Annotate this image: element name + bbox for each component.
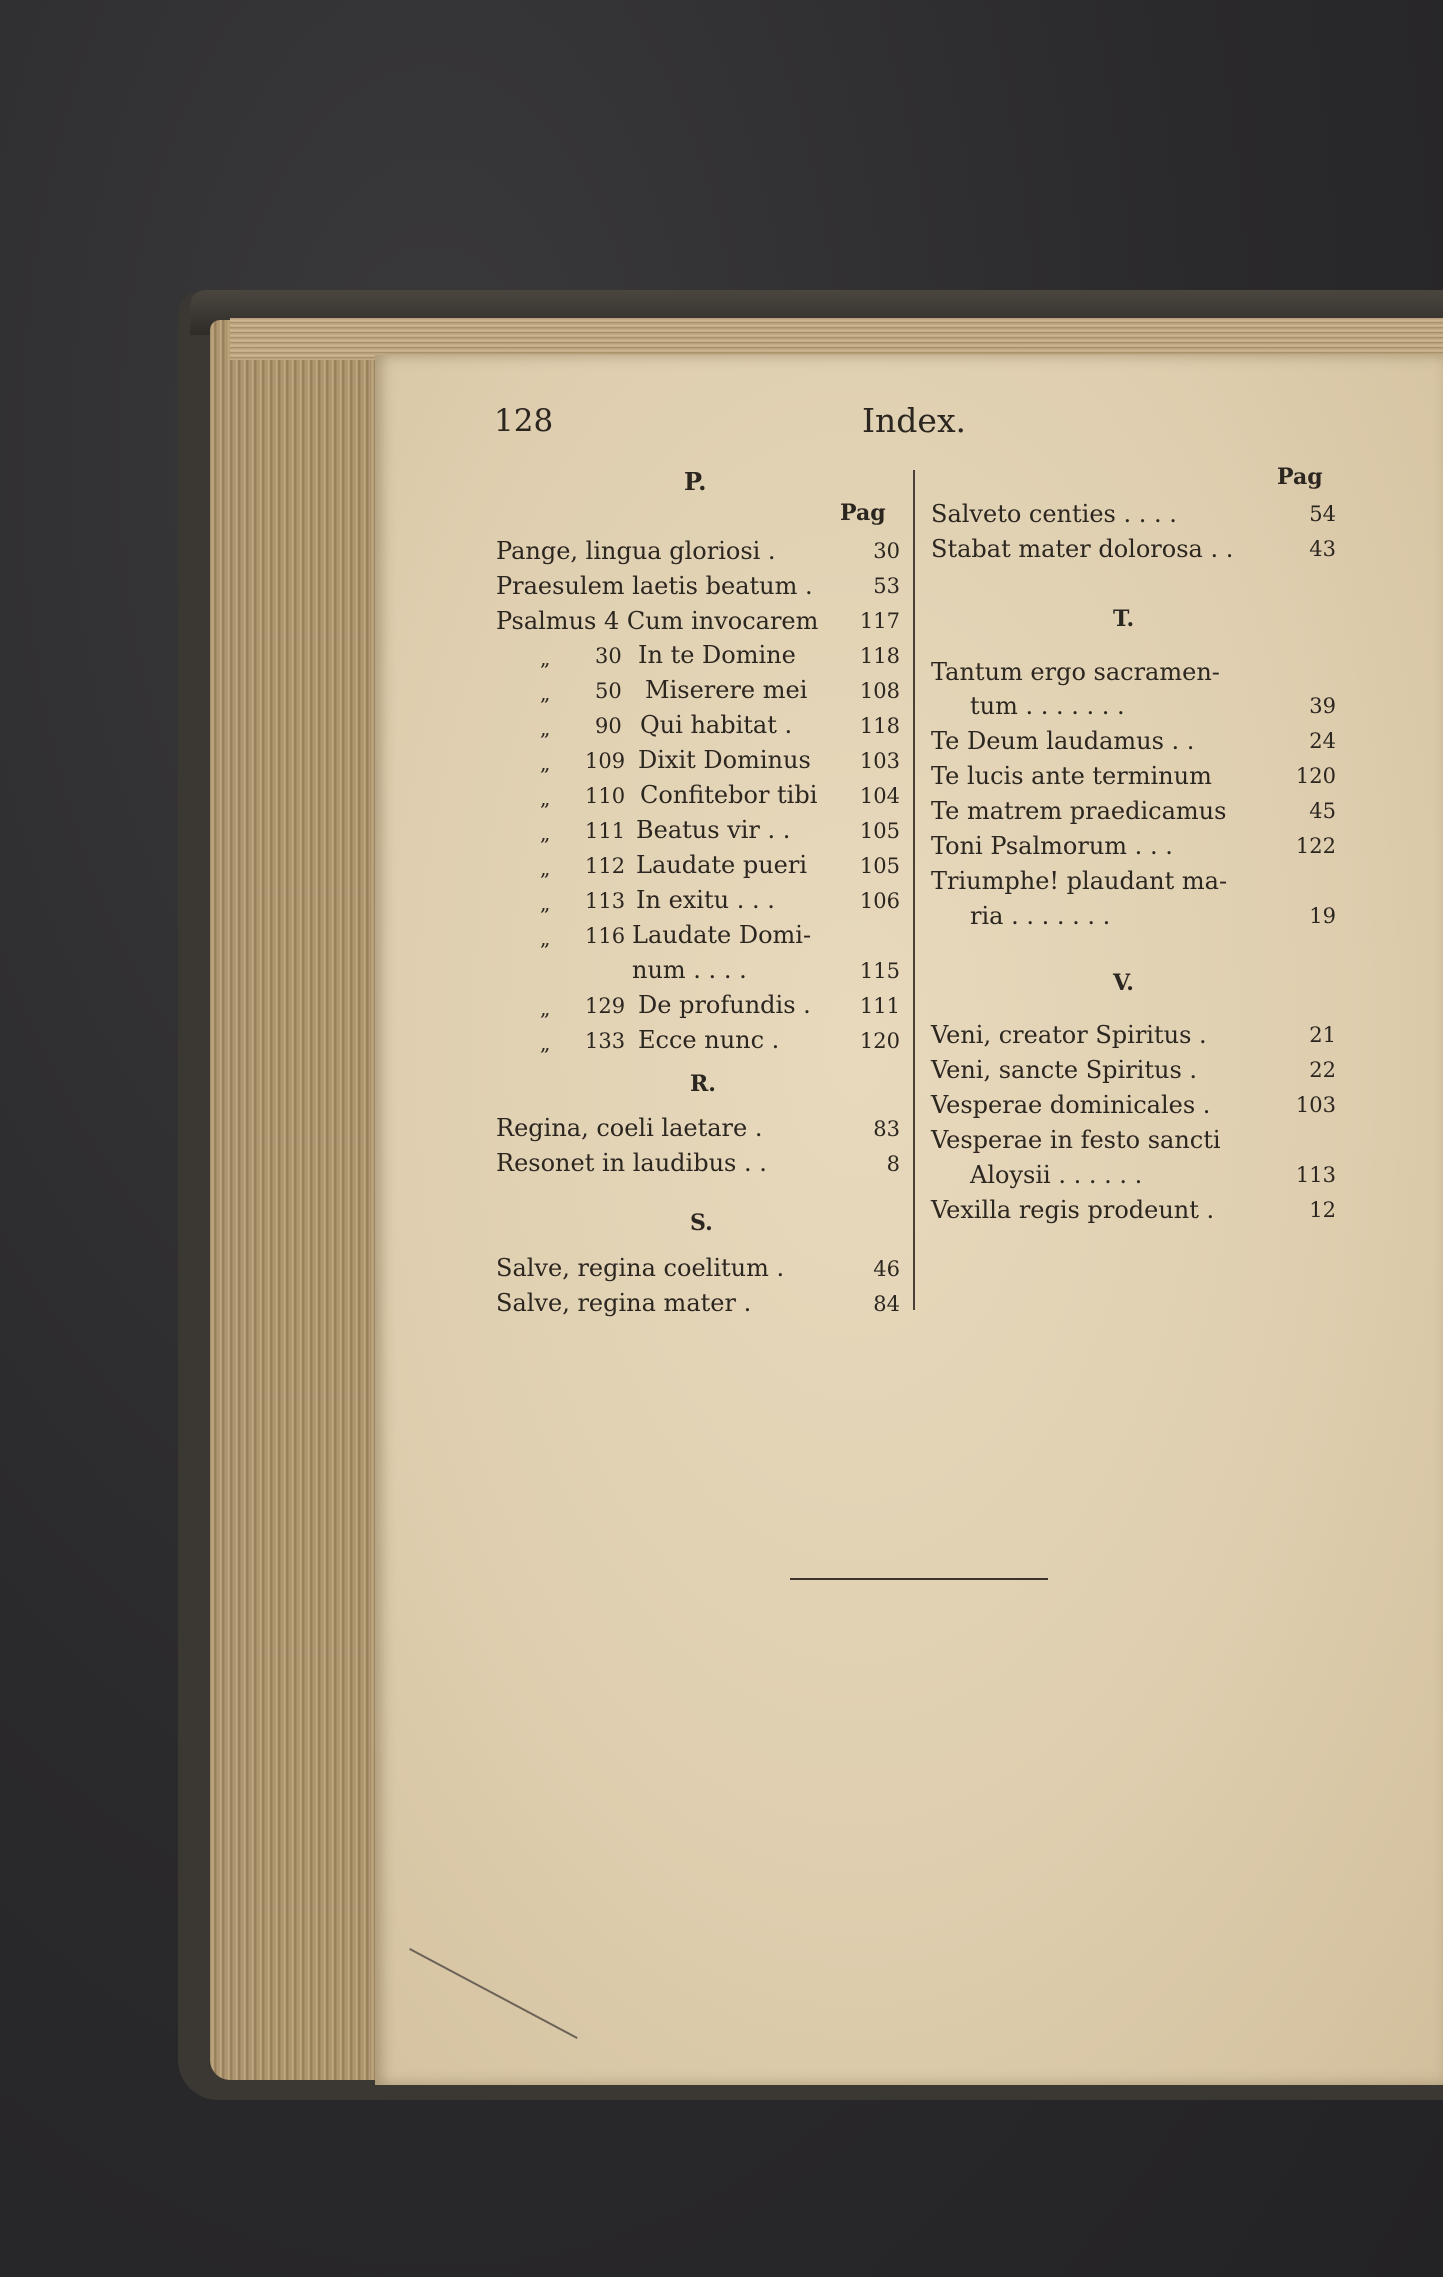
index-entry: Resonet in laudibus . . xyxy=(496,1149,767,1177)
index-entry-continued: ria . . . . . . . xyxy=(970,902,1111,930)
index-page: 106 xyxy=(859,889,900,913)
index-page: 104 xyxy=(859,784,900,808)
index-page: 45 xyxy=(1309,799,1336,823)
psalm-number: 133 xyxy=(585,1029,626,1053)
psalm-title: Qui habitat . xyxy=(640,711,793,739)
psalm-number: 90 xyxy=(595,714,622,738)
end-rule xyxy=(790,1578,1048,1580)
ditto-mark: „ xyxy=(540,646,551,670)
index-entry-continued: Aloysii . . . . . . xyxy=(970,1161,1143,1189)
index-entry: Praesulem laetis beatum . xyxy=(496,572,813,600)
section-heading-s: S. xyxy=(690,1210,713,1236)
index-entry: Regina, coeli laetare . xyxy=(496,1114,763,1142)
index-entry: Vesperae in festo sancti xyxy=(931,1126,1221,1154)
index-page: 46 xyxy=(873,1257,900,1281)
psalm-number: 30 xyxy=(595,644,622,668)
index-page: 54 xyxy=(1309,502,1336,526)
index-entry: Salve, regina mater . xyxy=(496,1289,752,1317)
index-entry: Salve, regina coelitum . xyxy=(496,1254,785,1282)
index-entry: Te matrem praedicamus xyxy=(931,797,1227,825)
psalm-title-continued: num . . . . xyxy=(632,956,747,984)
index-page: 43 xyxy=(1309,537,1336,561)
ditto-mark: „ xyxy=(540,821,551,845)
section-heading-v: V. xyxy=(1113,970,1134,996)
ditto-mark: „ xyxy=(540,716,551,740)
index-page: 12 xyxy=(1309,1198,1336,1222)
section-heading-t: T. xyxy=(1113,606,1135,632)
index-page: 53 xyxy=(873,574,900,598)
index-entry: Vexilla regis prodeunt . xyxy=(931,1196,1215,1224)
index-page: 103 xyxy=(1295,1093,1336,1117)
index-page: 30 xyxy=(873,539,900,563)
index-page: 111 xyxy=(859,994,900,1018)
index-page: 117 xyxy=(859,609,900,633)
ditto-mark: „ xyxy=(540,856,551,880)
section-heading-p: P. xyxy=(684,467,707,496)
ditto-mark: „ xyxy=(540,996,551,1020)
index-page: 103 xyxy=(859,749,900,773)
index-entry: Te Deum laudamus . . xyxy=(931,727,1195,755)
page-number: 128 xyxy=(494,403,554,439)
index-entry: Vesperae dominicales . xyxy=(931,1091,1211,1119)
index-entry: Salveto centies . . . . xyxy=(931,500,1177,528)
psalm-title: In exitu . . . xyxy=(636,886,775,914)
index-page: 115 xyxy=(859,959,900,983)
psalm-number: 116 xyxy=(585,924,626,948)
ditto-mark: „ xyxy=(540,891,551,915)
psalm-title: In te Domine xyxy=(638,641,796,669)
ditto-mark: „ xyxy=(540,681,551,705)
index-page: 105 xyxy=(859,819,900,843)
index-page: 83 xyxy=(873,1117,900,1141)
pag-label-left: Pag xyxy=(840,500,886,526)
section-heading-r: R. xyxy=(690,1071,716,1097)
index-entry: Toni Psalmorum . . . xyxy=(931,832,1173,860)
column-divider xyxy=(913,470,915,1310)
index-page: 113 xyxy=(1295,1163,1336,1187)
index-entry-continued: tum . . . . . . . xyxy=(970,692,1125,720)
psalm-title: Ecce nunc . xyxy=(638,1026,780,1054)
psalm-title: De profundis . xyxy=(638,991,811,1019)
index-page: 21 xyxy=(1309,1023,1336,1047)
psalm-title: Laudate pueri xyxy=(636,851,808,879)
psalm-number: 113 xyxy=(585,889,626,913)
index-page: 108 xyxy=(859,679,900,703)
index-page: 120 xyxy=(859,1029,900,1053)
index-page: 84 xyxy=(873,1292,900,1316)
page-edges xyxy=(210,320,390,2080)
index-entry: Te lucis ante terminum xyxy=(931,762,1212,790)
index-page: 8 xyxy=(886,1152,900,1176)
psalm-number: 50 xyxy=(595,679,622,703)
page-top-edge xyxy=(230,318,1443,360)
ditto-mark: „ xyxy=(540,1031,551,1055)
index-page: 118 xyxy=(859,644,900,668)
index-page: 105 xyxy=(859,854,900,878)
psalm-number: 109 xyxy=(585,749,626,773)
index-page: 24 xyxy=(1309,729,1336,753)
psalm-title: Miserere mei xyxy=(645,676,808,704)
psalm-title: Dixit Dominus xyxy=(638,746,811,774)
pag-label-right: Pag xyxy=(1277,464,1323,490)
page-title: Index. xyxy=(862,401,967,440)
psalm-title: Confitebor tibi xyxy=(640,781,818,809)
index-page: 19 xyxy=(1309,904,1336,928)
index-entry: Psalmus 4 Cum invocarem xyxy=(496,607,819,635)
psalm-number: 112 xyxy=(585,854,626,878)
index-page: 118 xyxy=(859,714,900,738)
psalm-number: 111 xyxy=(585,819,626,843)
psalm-title: Laudate Domi- xyxy=(632,921,812,949)
index-entry: Triumphe! plaudant ma- xyxy=(931,867,1228,895)
index-page: 120 xyxy=(1295,764,1336,788)
index-entry: Tantum ergo sacramen- xyxy=(931,658,1220,686)
index-entry: Stabat mater dolorosa . . xyxy=(931,535,1234,563)
ditto-mark: „ xyxy=(540,926,551,950)
index-entry: Veni, creator Spiritus . xyxy=(931,1021,1207,1049)
psalm-number: 129 xyxy=(585,994,626,1018)
index-entry: Veni, sancte Spiritus . xyxy=(931,1056,1198,1084)
psalm-title: Beatus vir . . xyxy=(636,816,791,844)
index-page: 122 xyxy=(1295,834,1336,858)
ditto-mark: „ xyxy=(540,751,551,775)
index-page: 22 xyxy=(1309,1058,1336,1082)
index-page: 39 xyxy=(1309,694,1336,718)
ditto-mark: „ xyxy=(540,786,551,810)
index-entry: Pange, lingua gloriosi . xyxy=(496,537,776,565)
psalm-number: 110 xyxy=(585,784,626,808)
